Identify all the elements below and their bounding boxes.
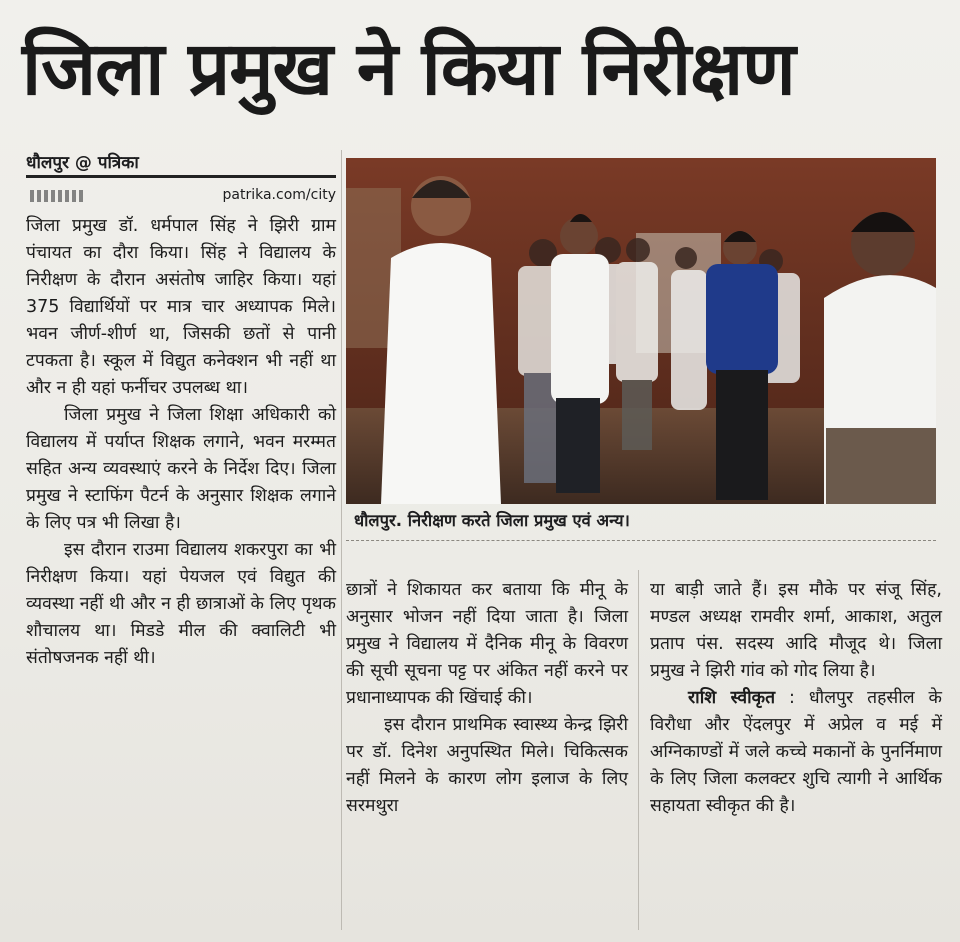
dot-ornament <box>30 190 84 202</box>
news-photo <box>346 158 936 504</box>
paragraph: जिला प्रमुख डॉ. धर्मपाल सिंह ने झिरी ग्राम पंचायत का दौरा किया। सिंह ने विद्यालय के निरीक्षण के दौरान असंतोष जाहिर किया। यहां 375 विद्यार्थियों पर मात्र चार अध्यापक मिले। भवन जीर्ण-शीर्ण था, जिसकी छतों से पानी टपकता है। स्कूल में विद्युत कनेक्शन भी नहीं था और न ही यहां फर्नीचर उपलब्ध था। <box>26 216 336 398</box>
paragraph: जिला प्रमुख ने जिला शिक्षा अधिकारी को विद्यालय में पर्याप्त शिक्षक लगाने, भवन मरम्मत सहित अन्य व्यवस्थाएं करने के निर्देश दिए। जिला प्रमुख ने स्टाफिंग पैटर्न के अनुसार शिक्षक लगाने के लिए पत्र भी लिखा है। <box>26 405 336 533</box>
caption-divider <box>346 540 936 541</box>
dateline: धौलपुर @ पत्रिका <box>26 150 336 178</box>
paragraph: इस दौरान राउमा विद्यालय शकरपुरा का भी निरीक्षण किया। यहां पेयजल एवं विद्युत की व्यवस्था नहीं थी और न ही छात्राओं के लिए पृथक शौचालय था। मिडडे मील की क्वालिटी भी संतोषजनक नहीं थी। <box>26 540 336 668</box>
photo-illustration <box>346 158 936 504</box>
column-2 <box>346 577 628 820</box>
photo-caption: धौलपुर. निरीक्षण करते जिला प्रमुख एवं अन्य। <box>354 511 630 530</box>
column-rule <box>341 150 342 930</box>
column-rule <box>638 570 639 930</box>
web-url: patrika.com/city <box>222 187 336 203</box>
headline: जिला प्रमुख ने किया निरीक्षण <box>22 26 795 112</box>
column-3 <box>650 577 942 820</box>
column-1 <box>26 213 336 672</box>
paragraph: या बाड़ी जाते हैं। इस मौके पर संजू सिंह, मण्डल अध्यक्ष रामवीर शर्मा, आकाश, अतुल प्रताप पंस. सदस्य आदि मौजूद थे। जिला प्रमुख ने झिरी गांव को गोद लिया है। <box>650 580 942 681</box>
paragraph: : धौलपुर तहसील के विरौधा और ऐंदलपुर में अप्रेल व मई में अग्निकाण्डों में जले कच्चे मकानों के पुनर्निमाण के लिए जिला कलक्टर शुचि त्यागी ने आर्थिक सहायता स्वीकृत की है। <box>650 688 942 816</box>
paragraph: इस दौरान प्राथमिक स्वास्थ्य केन्द्र झिरी पर डॉ. दिनेश अनुपस्थित मिले। चिकित्सक नहीं मिलने के कारण लोग इलाज के लिए सरमथुरा <box>346 715 628 816</box>
paragraph: छात्रों ने शिकायत कर बताया कि मीनू के अनुसार भोजन नहीं दिया जाता है। जिला प्रमुख ने विद्यालय में दैनिक मीनू के विवरण की सूची सूचना पट्ट पर अंकित नहीं करने पर प्रधानाध्यापक की खिंचाई की। <box>346 580 628 708</box>
sub-headline: राशि स्वीकृत <box>688 688 776 708</box>
